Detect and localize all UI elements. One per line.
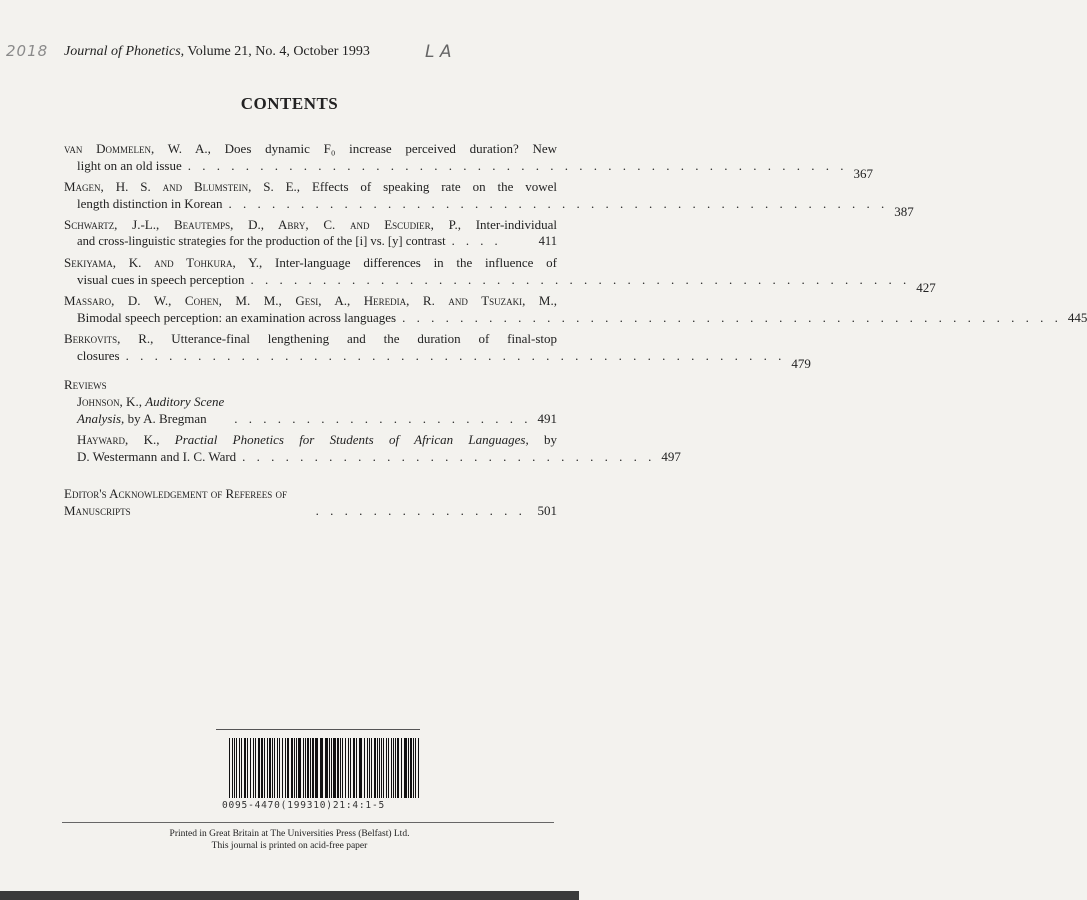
- toc-entry-page: 367: [853, 166, 873, 181]
- toc-entry-line1: [64, 330, 557, 347]
- leader-dots: . . . . . . . . . . . . . . .: [315, 503, 526, 518]
- acknowledgement-page: 501: [537, 503, 557, 518]
- review-book-author: D. Westermann and I. C. Ward: [77, 449, 237, 464]
- toc-entry-title-start: Does dynamic F₀ increase perceived duration? New: [224, 141, 557, 156]
- review-line1: [77, 431, 557, 448]
- toc-entry-authors: Magen, H. S. and Blumstein, S. E.,: [64, 179, 301, 194]
- toc-entry-line1: [64, 140, 557, 157]
- toc-entry-page: 445: [1067, 310, 1087, 325]
- toc-entry-line2: [64, 271, 936, 295]
- toc-entry[interactable]: [64, 178, 914, 219]
- review-book-title: Practial Phonetics for Students of African Languages,: [174, 432, 529, 447]
- toc-entry-line2: [64, 309, 1087, 326]
- leader-dots: . . . . . . . . . . . . . . . . . . . . .: [234, 411, 532, 426]
- acknowledgement-entry[interactable]: [64, 485, 557, 519]
- toc-entry-title-end: length distinction in Korean: [77, 196, 223, 211]
- review-book-author: by A. Bregman: [127, 411, 207, 426]
- toc-entry-page: 427: [916, 280, 936, 295]
- toc-entry-title-start: Inter-individual: [475, 217, 558, 232]
- review-line2: [77, 448, 681, 465]
- toc-entry-line1: [64, 254, 557, 271]
- leader-dots: . . . . . . . . . . . . . . . . . . . . . . . . . . . . .: [242, 449, 656, 464]
- review-page: 491: [537, 411, 557, 426]
- page-title: CONTENTS: [240, 94, 339, 113]
- paper-line: This journal is printed on acid-free paper: [211, 841, 368, 851]
- review-entry[interactable]: [64, 393, 557, 427]
- toc-entry-title-end: closures: [77, 348, 120, 363]
- journal-header: [64, 44, 370, 60]
- reviews-heading: Reviews: [64, 377, 107, 392]
- printer-info: [0, 828, 579, 852]
- leader-dots: . . . . . . . . . . . . . . . . . . . . . . . . . . . . . . . . . . . . . . . . . . . . . .: [187, 158, 848, 173]
- toc-entry-line1: [64, 178, 557, 195]
- review-entry[interactable]: [64, 431, 681, 465]
- toc-entry-title-end: light on an old issue: [77, 158, 182, 173]
- barcode-number: 0095-4470(199310)21:4:1-5: [222, 800, 385, 811]
- review-by: by: [544, 432, 557, 447]
- toc-entry-title-start: Inter-language differences in the influence of: [275, 255, 557, 270]
- review-page: 497: [661, 449, 681, 464]
- review-book-title: Auditory Scene Analysis,: [77, 394, 225, 426]
- review-line: [77, 393, 557, 427]
- toc-entry[interactable]: [64, 254, 936, 295]
- toc-entry-line1: [64, 292, 557, 309]
- review-author: Hayward, K.,: [77, 432, 160, 447]
- journal-issue: , Volume 21, No. 4, October 1993: [180, 44, 370, 59]
- leader-dots: . . . . . . . . . . . . . . . . . . . . . . . . . . . . . . . . . . . . . . . . . . . . . .: [125, 348, 786, 363]
- toc-entry-title-start: Utterance-final lengthening and the duration of final-stop: [171, 331, 557, 346]
- toc-entry[interactable]: [64, 330, 811, 371]
- toc-entry-authors: Schwartz, J.-L., Beautemps, D., Abry, C. and Escudier, P.,: [64, 217, 461, 232]
- toc-entry[interactable]: [64, 216, 557, 250]
- toc-entry-title-end: Bimodal speech perception: an examination across languages: [77, 310, 397, 325]
- toc-entry-title-end: and cross-linguistic strategies for the production of the [i] vs. [y] contrast: [77, 234, 446, 248]
- journal-name: Journal of Phonetics: [64, 44, 181, 59]
- toc-entry-line2: [64, 233, 557, 250]
- review-text: [77, 393, 228, 427]
- handwritten-annotation-right: L A: [425, 42, 452, 62]
- review-author: Johnson, K.,: [77, 394, 142, 409]
- toc-entry-line2: [64, 195, 914, 219]
- toc-entry-authors: Sekiyama, K. and Tohkura, Y.,: [64, 255, 263, 270]
- toc-entry-authors: Berkovits, R.,: [64, 331, 154, 346]
- printer-line: Printed in Great Britain at The Universities Press (Belfast) Ltd.: [169, 829, 410, 839]
- handwritten-annotation-left: 2018: [6, 42, 49, 60]
- table-of-contents: [64, 140, 1087, 519]
- leader-dots: . . . . . . . . . . . . . . . . . . . . . . . . . . . . . . . . . . . . . . . . . . . . . .: [228, 196, 889, 211]
- toc-entry-title-end: visual cues in speech perception: [77, 272, 245, 287]
- acknowledgement-text: Editor's Acknowledgement of Referees of Manuscripts: [64, 486, 287, 518]
- toc-entry-line1: [64, 216, 557, 233]
- toc-entry-page: 479: [791, 356, 811, 371]
- toc-entry-line2: [64, 157, 873, 181]
- toc-entry[interactable]: [64, 292, 1087, 326]
- toc-entry-title-start: Effects of speaking rate on the vowel: [311, 179, 558, 194]
- toc-entry-line2: [64, 347, 811, 371]
- barcode-top-rule: [216, 729, 420, 730]
- footer-rule: [62, 822, 554, 823]
- toc-entry-page: 411: [538, 234, 557, 248]
- toc-entry[interactable]: [64, 140, 873, 181]
- scan-edge-band: [0, 891, 579, 900]
- toc-entry-authors: van Dommelen, W. A.,: [64, 141, 211, 156]
- leader-dots: . . . .: [451, 234, 502, 248]
- toc-entry-page: 387: [894, 204, 914, 219]
- toc-entry-authors: Massaro, D. W., Cohen, M. M., Gesi, A., Heredia, R. and Tsuzaki, M.,: [64, 293, 557, 308]
- leader-dots: . . . . . . . . . . . . . . . . . . . . . . . . . . . . . . . . . . . . . . . . . . . . . .: [250, 272, 911, 287]
- barcode-image: [229, 738, 421, 798]
- leader-dots: . . . . . . . . . . . . . . . . . . . . . . . . . . . . . . . . . . . . . . . . . . . . . .: [402, 310, 1062, 325]
